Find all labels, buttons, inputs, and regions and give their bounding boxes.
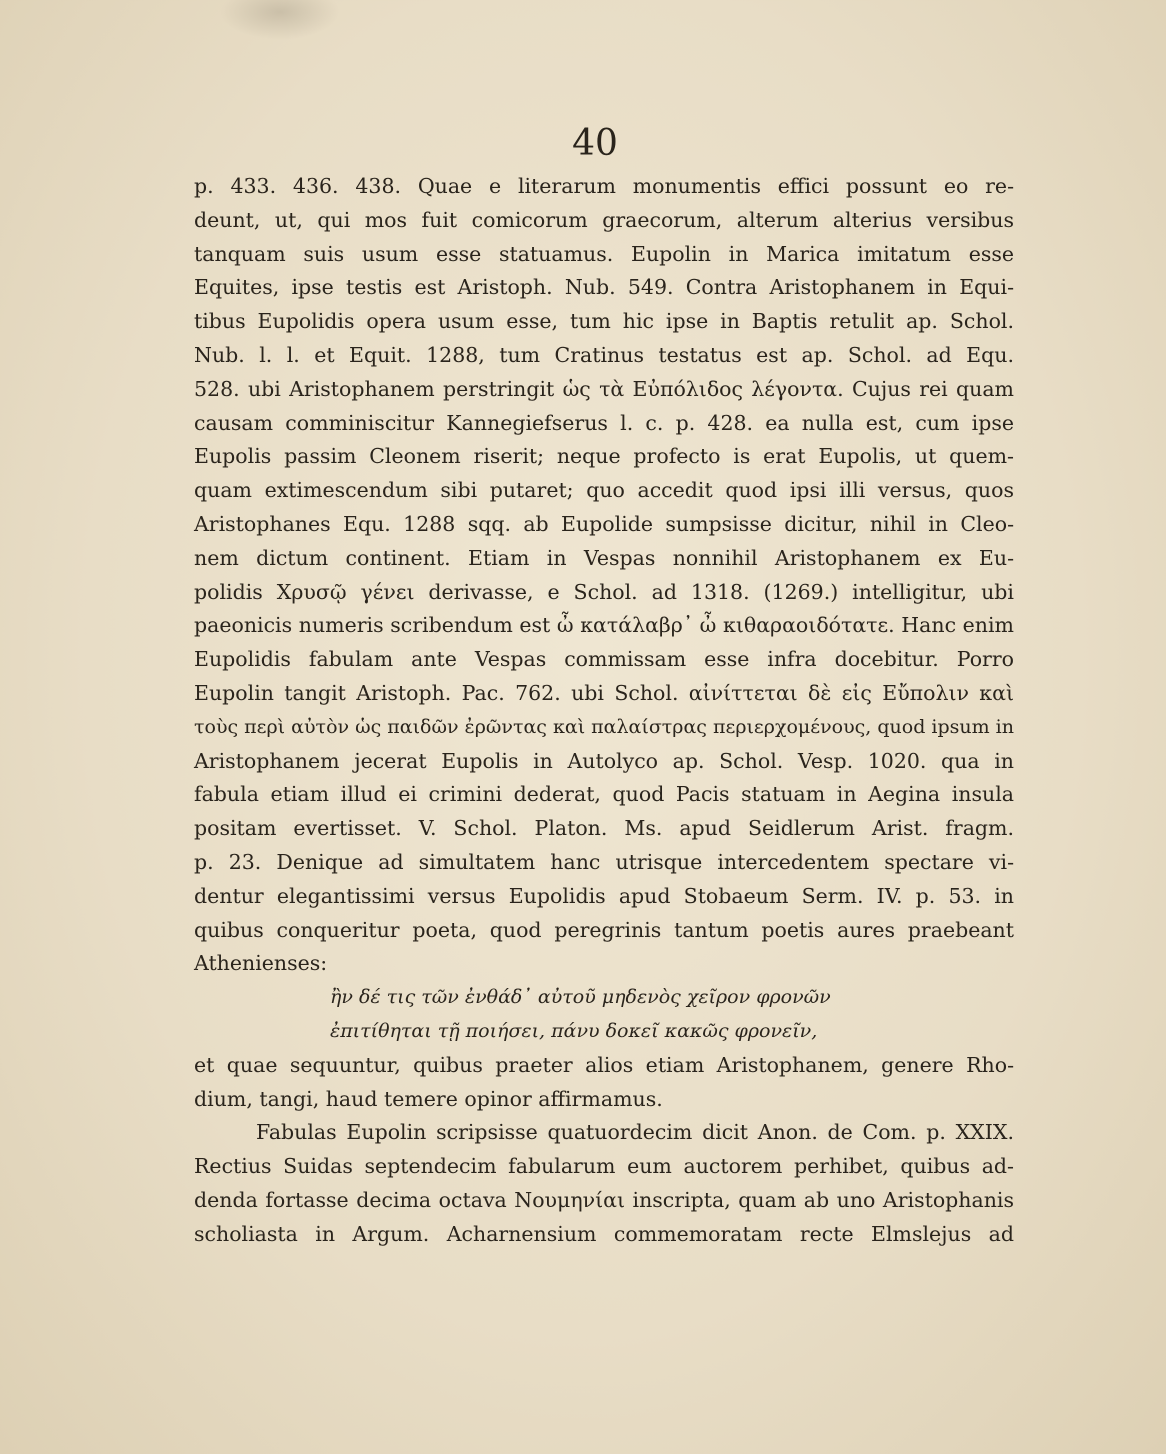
text-line: causam comminiscitur Kannegiefserus l. c. p. 428. ea nulla est, cum ipse <box>194 410 1014 435</box>
text-line: Rectius Suidas septendecim fabularum eum auctorem perhibet, quibus ad- <box>194 1154 1014 1179</box>
text-line: et quae sequuntur, quibus praeter alios etiam Aristophanem, genere Rho- <box>194 1052 1014 1077</box>
text-line: dium, tangi, haud temere opinor affirmamus. <box>194 1086 663 1111</box>
text-line: τοὺς περὶ αὐτὸν ὡς παιδῶν ἐρῶντας καὶ παλαίστρας περιερχομένους, quod ipsum in <box>194 715 1014 738</box>
text-line: positam evertisset. V. Schol. Platon. Ms. apud Seidlerum Arist. fragm. <box>194 816 1014 841</box>
text-line: quam extimescendum sibi putaret; quo accedit quod ipsi illi versus, quos <box>194 478 1014 503</box>
text-line: Athenienses: <box>194 951 328 976</box>
text-line: p. 23. Denique ad simultatem hanc utrisque intercedentem spectare vi- <box>194 849 1014 874</box>
text-line: fabula etiam illud ei crimini dederat, quod Pacis statuam in Aegina insula <box>194 782 1014 807</box>
text-line: Eupolin tangit Aristoph. Pac. 762. ubi Schol. αἰνίττεται δὲ εἰς Εὔπολιν καὶ <box>194 680 1014 705</box>
text-line: polidis Χρυσῷ γένει derivasse, e Schol. ad 1318. (1269.) intelligitur, ubi <box>194 579 1014 604</box>
text-line: paeonicis numeris scribendum est ὦ κατάλαβρ᾽ ὦ κιθαραοιδότατε. Hanc enim <box>194 613 1014 638</box>
text-line: Aristophanem jecerat Eupolis in Autolyco ap. Schol. Vesp. 1020. qua in <box>194 748 1014 773</box>
text-line: 528. ubi Aristophanem perstringit ὡς τὰ Εὐπόλιδος λέγοντα. Cujus rei quam <box>194 376 1014 401</box>
paper-stain <box>220 0 340 40</box>
text-line: quibus conqueritur poeta, quod peregrinis tantum poetis aures praebeant <box>194 917 1014 942</box>
text-line: Equites, ipse testis est Aristoph. Nub. 549. Contra Aristophanem in Equi- <box>194 275 1014 300</box>
verse-line: ἐπιτίθηται τῇ ποιήσει, πάνυ δοκεῖ κακῶς φρονεῖν, <box>330 1019 818 1042</box>
text-line: Eupolidis fabulam ante Vespas commissam esse infra docebitur. Porro <box>194 647 1014 672</box>
text-line: Nub. l. l. et Equit. 1288, tum Cratinus testatus est ap. Schol. ad Equ. <box>194 342 1014 367</box>
text-line: Eupolis passim Cleonem riserit; neque profecto is erat Eupolis, ut quem- <box>194 444 1014 469</box>
verse-line: ἢν δέ τις τῶν ἐνθάδ᾽ αὐτοῦ μηδενὸς χεῖρον φρονῶν <box>330 986 831 1009</box>
text-line: tanquam suis usum esse statuamus. Eupolin in Marica imitatum esse <box>194 241 1014 266</box>
page-number: 40 <box>572 123 618 164</box>
text-line: p. 433. 436. 438. Quae e literarum monumentis effici possunt eo re- <box>194 174 1014 198</box>
text-line: nem dictum continent. Etiam in Vespas nonnihil Aristophanem ex Eu- <box>194 545 1014 570</box>
text-line: scholiasta in Argum. Acharnensium commemoratam recte Elmslejus ad <box>194 1221 1014 1246</box>
text-line: dentur elegantissimi versus Eupolidis apud Stobaeum Serm. IV. p. 53. in <box>194 883 1014 908</box>
main-text <box>194 170 1014 1252</box>
text-line: tibus Eupolidis opera usum esse, tum hic ipse in Baptis retulit ap. Schol. <box>194 309 1014 334</box>
paragraph-first-line: Fabulas Eupolin scripsisse quatuordecim dicit Anon. de Com. p. XXIX. <box>256 1120 1014 1145</box>
text-line: Aristophanes Equ. 1288 sqq. ab Eupolide sumpsisse dicitur, nihil in Cleo- <box>194 511 1014 536</box>
text-line: denda fortasse decima octava Νουμηνίαι inscripta, quam ab uno Aristophanis <box>194 1187 1014 1212</box>
text-line: deunt, ut, qui mos fuit comicorum graecorum, alterum alterius versibus <box>194 207 1014 232</box>
